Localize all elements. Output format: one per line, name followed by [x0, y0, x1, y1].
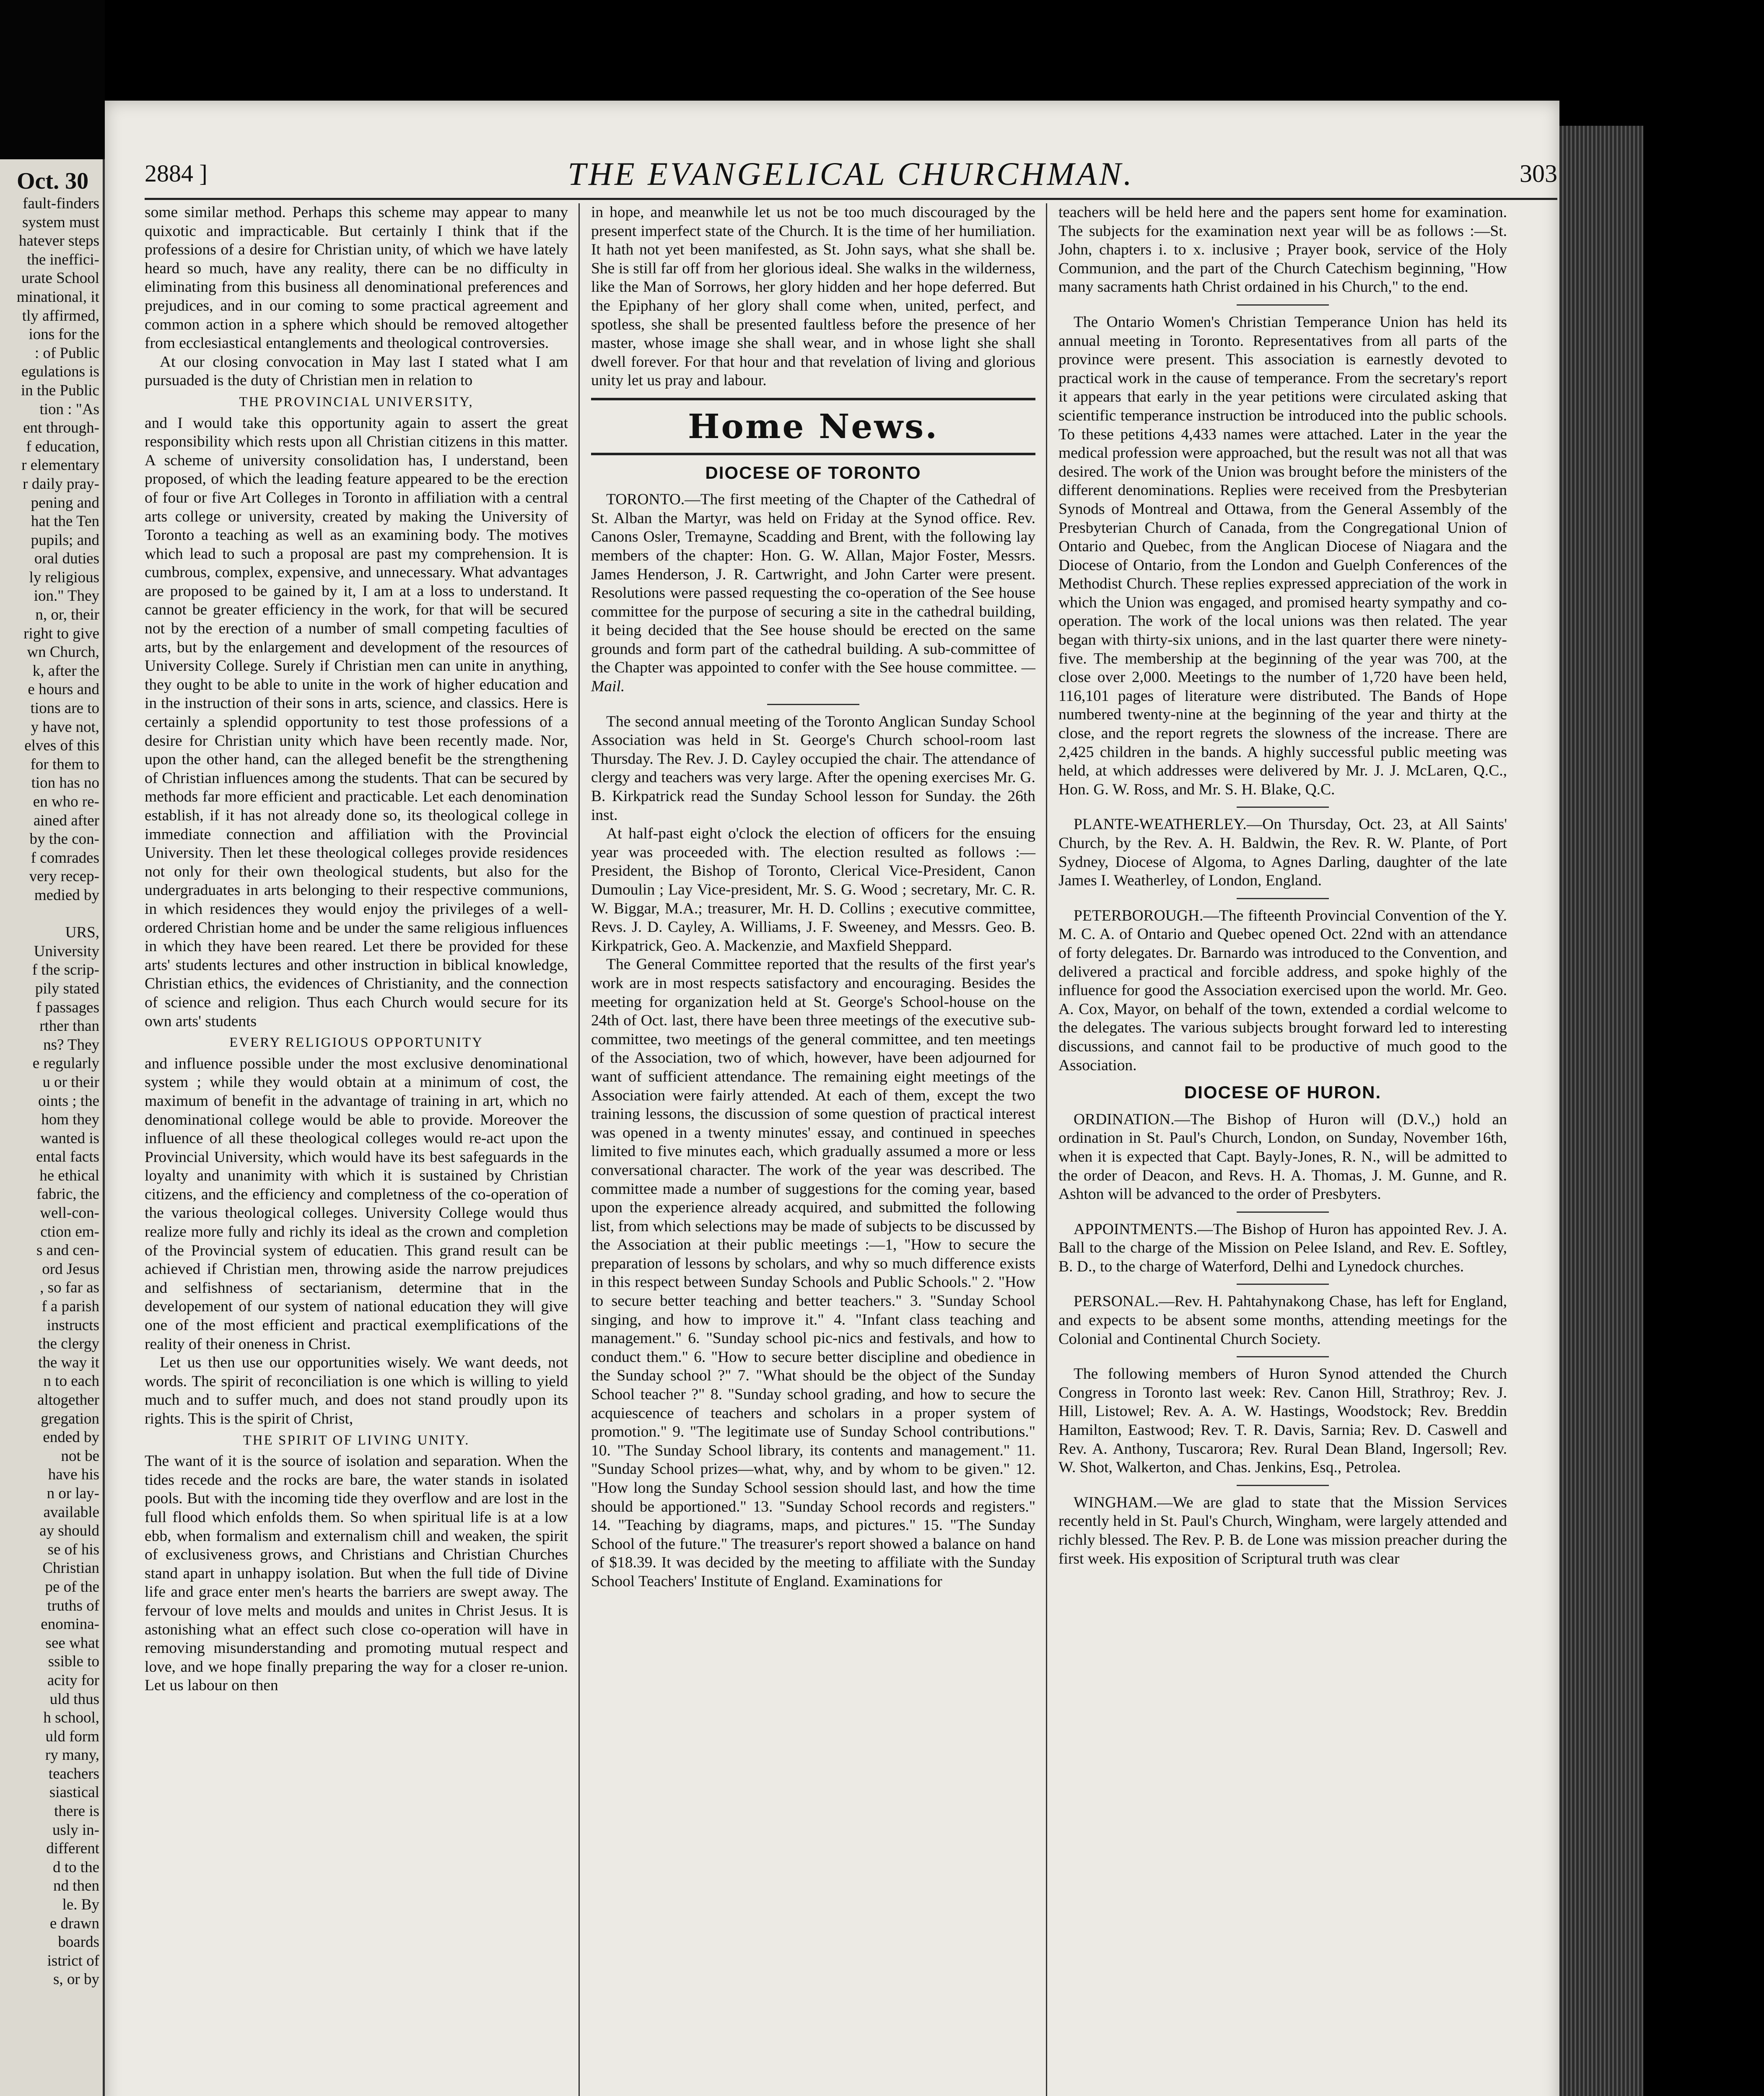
previous-page-line: fault-finders	[23, 195, 99, 212]
paragraph: some similar method. Perhaps this scheme may appear to many quixotic and impracticable. But certainly I think that if the professions of a desire for Christian unity, of which we have lately heard so much, have any reality, there can be no difficulty in eliminating from this business all denominational preferences and prejudices, and in our coming to some practical agreement and common action in a sphere which should be removed altogether from ecclesiastical entanglements and theological controversies.	[145, 204, 568, 352]
previous-page-line: truths of	[47, 1597, 99, 1614]
previous-page-line: by the con-	[29, 830, 99, 848]
previous-page-line: f the scrip-	[32, 961, 99, 979]
paragraph: and I would take this opportunity again to assert the great responsibility which rests upon all Christian citizens in this matter. A scheme of university consolidation has, I understand, been proposed, of which the leading feature appeared to be the erection of four or five Art Colleges in Toronto in affiliation with a central arts college or university, created by making the University of Toronto a teaching as well as an examining body. The motives which lead to such a proposal are past my comprehension. It is cumbrous, complex, expensive, and unnecessary. What advantages are proposed to be gained by it, I am at a loss to understand. It cannot be greater efficiency in the work, for that will be secured not by the erection of a number of small competing faculties of arts, but by the enlargement and development of the resources of University College. Surely if Christian men can unite in anything, they ought to be able to unite in the work of higher education and in the instruction of their sons in arts, science, and classics. Here is certainly a splendid opportunity to test those professions of a desire for Christian unity which have been recently made. Nor, upon the other hand, can the alleged benefit be the strengthening of Christian influences among the students. That can be secured by methods far more efficient and practicable. Let each denomination establish, if it has not already done so, its theological college in immediate connection and affiliation with the Provincial University. Then let these theological colleges provide residences not only for their own theological students, but also for the undergraduates in arts belonging to their respective communions, in which residences they would enjoy the privileges of a well-ordered Christian home and be under the same religious influences in which they have been reared. Let there be provided for these arts' students lectures and other instruction in biblical knowledge, Christian ethics, the evidences of Christianity, and the connection of science and religion. Thus each Church would secure for its own arts' students	[145, 414, 568, 1030]
paragraph-text: —The Bishop of Huron has appointed Rev. J. A. Ball to the charge of the Mission on Pelee Island, and Rev. E. Softley, B. D., to the charge of Waterford, Delhi and Lynedock churches.	[1058, 1220, 1507, 1275]
previous-page-line: not be	[61, 1447, 99, 1465]
paragraph-text: —The fifteenth Provincial Convention of the Y. M. C. A. of Ontario and Quebec opened Oct. 22nd with an attendance of forty delegates. Dr. Barnardo was introduced to the Convention, and delivered a practical and forcible address, and spoke highly of the influence for good the Association exercised upon the world. Mr. Geo. A. Cox, Mayor, on behalf of the town, extended a cordial welcome to the delegates. The various subjects brought forward led to interesting discussions, and cannot fail to be productive of much good to the Association.	[1058, 907, 1507, 1074]
previous-page-line: egulations is	[21, 363, 99, 381]
previous-page-line	[0, 905, 103, 924]
previous-page-line: ssible to	[48, 1653, 99, 1671]
previous-page-line: medied by	[34, 886, 99, 904]
paragraph: The Ontario Women's Christian Temperance Union has held its annual meeting in Toronto. Representatives from all parts of the province were present. This association is earnestly devoted to practical work in the cause of temperance. From the secretary's report it appears that early in the year petitions were circulated asking that scientific temperance instruction be introduced into the public schools. To these petitions 4,433 names were attached. Later in the year the medical profession were approached, but the result was not all that was desired. The work of the Union was brought before the ministers of the different denominations. Replies were received from the Presbyterian Synods of Montreal and Ottawa, from the General Assembly of the Presbyterian Church of Canada, from the Congregational Union of Ontario and Quebec, from the Anglican Diocese of Niagara and the Diocese of Ontario, from the London and Guelph Conferences of the Methodist Church. These replies expressed appreciation of the work in which the Union was engaged, and promised hearty sympathy and co-operation. The work of the local unions was then related. The year began with thirty-six unions, and in the last quarter there were ninety-five. The membership at the beginning of the year was 700, at the close over 2,000. Meetings to the number of 1,720 have been held, 116,101 pages of literature were distributed. The Bands of Hope numbered twenty-nine at the beginning of the year and thirty at the close, and the report regrets the slowness of the increase. There are 2,425 children in the bands. A highly successful public meeting was held, at which addresses were delivered by Mr. J. J. McLaren, Q.C., Hon. G. W. Ross, and Mr. S. H. Blake, Q.C.	[1058, 313, 1507, 798]
previous-page-line: there is	[54, 1803, 99, 1820]
previous-page-line: rther than	[39, 1017, 99, 1035]
column-3	[1058, 203, 1507, 1568]
paragraph: and influence possible under the most exclusive denominational system ; while they would obtain at a minimum of cost, the maximum of benefit in the advantage of training in art, which no denominational college would be able to provide. Moreover the influence of all these theological colleges would re-act upon the Provincial University, which would have its best safeguards in the loyalty and unanimity with which it is sustained by Christian citizens, and the efficiency and completness of the co-operation of the various theological colleges. University College would thus realize more fully and richly its ideal as the crown and completion of the Provincial system of educatien. This grand result can be achieved if Christian men, throwing aside the narrow prejudices and selfishness of sectarianism, determine that in the developement of our system of national education they will give one of the most efficient and practical exemplifications of the reality of their oneness in Christ.	[145, 1055, 568, 1353]
previous-page-line: uld thus	[49, 1690, 99, 1708]
previous-page-line: tion has no	[31, 774, 99, 792]
paragraph: teachers will be held here and the papers sent home for examination. The subjects for the examination next year will be as follows :—St. John, chapters i. to x. inclusive ; Prayer book, service of the Holy Communion, and the part of the Church Catechism beginning, "How many sacraments hath Christ ordained in his Church," to the end.	[1058, 204, 1507, 296]
previous-page-line: pening and	[31, 494, 99, 511]
subheading: THE SPIRIT OF LIVING UNITY.	[243, 1432, 470, 1448]
short-rule	[1237, 304, 1329, 306]
previous-page-line: tly affirmed,	[22, 307, 99, 324]
column-2	[591, 203, 1035, 1591]
previous-page-line: ry many,	[45, 1746, 99, 1764]
previous-page-line: have his	[48, 1466, 99, 1484]
previous-page-line: ion." They	[34, 587, 99, 605]
previous-page-line: right to give	[23, 625, 99, 642]
lead-word: APPOINTMENTS.	[1074, 1220, 1197, 1238]
paragraph: At half-past eight o'clock the election of officers for the ensuing year was proceeded with. The election resulted as follows :—President, the Bishop of Toronto, Clerical Vice-President, Canon Dumoulin ; Lay Vice-president, Mr. S. G. Wood ; secretary, Mr. C. R. W. Biggar, M.A.; treasurer, Mr. H. D. Collins ; executive committee, Revs. J. D. Cayley, A. Williams, J. F. Sweeney, and Messrs. Geo. B. Kirkpatrick, Geo. A. Mackenzie, and Maxfield Sheppard.	[591, 825, 1035, 955]
previous-page-lines	[0, 195, 103, 1989]
previous-page-line: n, or, their	[35, 606, 99, 624]
paragraph: Let us then use our opportunities wisely. We want deeds, not words. The spirit of reconciliation is one which is willing to yield much and to suffer much, and does not stand proudly upon its rights. This is the spirit of Christ,	[145, 1354, 568, 1427]
source-credit: —Mail.	[591, 659, 1035, 695]
previous-page-line: teachers	[48, 1765, 99, 1782]
previous-page-line: se of his	[47, 1541, 99, 1558]
previous-page-line: gregation	[41, 1410, 99, 1427]
book-page-edges	[1559, 126, 1643, 2096]
previous-page-line: f education,	[26, 438, 99, 455]
previous-page-line: nd then	[53, 1877, 99, 1895]
paragraph: The second annual meeting of the Toronto Anglican Sunday School Association was held in St. George's Church school-room last Thursday. The Rev. J. D. Cayley occupied the chair. The attendance of clergy and teachers was very large. After the opening exercises Mr. G. B. Kirkpatrick read the Sunday School lesson for Sunday. the 26th inst.	[591, 713, 1035, 824]
previous-page-line: s and cen-	[36, 1242, 99, 1259]
previous-page-line: hom they	[41, 1111, 99, 1128]
previous-page-line: siastical	[49, 1784, 99, 1801]
column-divider	[1046, 203, 1047, 2096]
header-rule	[145, 198, 1557, 200]
previous-page-line: tion : "As	[39, 400, 99, 418]
previous-page-line: r daily pray-	[23, 475, 99, 493]
lead-word: WINGHAM.	[1074, 1494, 1157, 1511]
previous-page-line: in the Public	[21, 381, 99, 399]
previous-page-line: boards	[58, 1933, 99, 1951]
previous-page-line: f a parish	[42, 1298, 99, 1315]
previous-page-line: pe of the	[45, 1578, 99, 1595]
section-rule	[591, 398, 1035, 400]
previous-page-header: Oct. 30	[17, 168, 89, 194]
previous-page-line: e hours and	[28, 681, 99, 698]
previous-page-line: for them to	[30, 755, 99, 773]
paragraph: in hope, and meanwhile let us not be too much discouraged by the present imperfect state of the Church. It is the time of her humiliation. It hath not yet been manifested, as St. John says, what she shall be. She is still far off from her glorious ideal. She walks in the wilderness, like the Man of Sorrows, her glory hidden and her hope deferred. But the Epiphany of her glory shall come when, united, perfect, and spotless, she shall be presented faultless before the presence of her master, whose image she shall wear, and in whose light she shall dwell forever. For that hour and that revelation of living and glorious unity let us pray and labour.	[591, 204, 1035, 389]
previous-page-line: k, after the	[32, 662, 99, 680]
previous-page-line: usly in-	[52, 1821, 99, 1839]
section-rule	[591, 453, 1035, 455]
masthead-title: THE EVANGELICAL CHURCHMAN.	[568, 156, 1134, 192]
diocese-heading: DIOCESE OF TORONTO	[705, 462, 921, 482]
section-title: Home News.	[687, 406, 939, 446]
short-rule	[1237, 1284, 1329, 1285]
previous-page-line: the way it	[38, 1354, 99, 1371]
previous-page-line: acity for	[47, 1671, 99, 1689]
column-divider	[578, 203, 580, 2096]
previous-page-line: wanted is	[40, 1129, 99, 1147]
lead-word: PERSONAL.	[1074, 1293, 1159, 1310]
previous-page-line: ained after	[33, 812, 99, 829]
previous-page-line: e regularly	[32, 1055, 99, 1072]
previous-page-fragment	[0, 159, 105, 2096]
previous-page-line: system must	[22, 213, 99, 231]
previous-page-line: different	[46, 1840, 99, 1857]
previous-page-line: : of Public	[34, 344, 99, 362]
previous-page-line: ly religious	[29, 568, 99, 586]
page-header	[145, 155, 1557, 193]
previous-page-line: s, or by	[53, 1971, 99, 1988]
previous-page-line: the ineffici-	[27, 251, 99, 268]
newspaper-page	[105, 101, 1559, 2096]
previous-page-line: tions are to	[30, 700, 99, 717]
short-rule	[1237, 1211, 1329, 1213]
subheading: THE PROVINCIAL UNIVERSITY,	[239, 394, 474, 410]
page-year: 2884 ]	[145, 160, 208, 187]
previous-page-line: see what	[45, 1634, 99, 1652]
previous-page-line: r elementary	[21, 457, 99, 474]
previous-page-line: n to each	[43, 1372, 99, 1390]
previous-page-line: enomina-	[41, 1616, 99, 1633]
previous-page-line: wn Church,	[27, 643, 99, 661]
previous-page-line: minational, it	[16, 288, 99, 306]
lead-word: ORDINATION.	[1074, 1110, 1175, 1128]
previous-page-line: available	[43, 1503, 99, 1521]
previous-page-line: ns? They	[43, 1036, 99, 1053]
paragraph-text: —The first meeting of the Chapter of the Cathedral of St. Alban the Martyr, was held on Friday at the Synod office. Rev. Canons Osler, Tremayne, Scadding and Brent, with the following lay members of the chapter: Hon. G. W. Allan, Major Foster, Messrs. James Henderson, J. R. Cartwright, and John Carter were present. Resolutions were passed requesting the co-operation of the See house committee for the purpose of securing a site in the cathedral building, it being decided that the See house should be erected on the same grounds and form part of the cathedral building. A sub-committee of the Chapter was appointed to confer with the See house committee.	[591, 491, 1035, 677]
previous-page-line: oral duties	[34, 550, 99, 568]
diocese-heading: DIOCESE OF HURON.	[1184, 1082, 1382, 1102]
previous-page-line: d to the	[53, 1858, 99, 1876]
previous-page-line: pupils; and	[31, 531, 99, 549]
previous-page-line: University	[34, 942, 99, 960]
previous-page-line: f comrades	[31, 849, 99, 866]
previous-page-line: pily stated	[35, 980, 99, 997]
subheading: EVERY RELIGIOUS OPPORTUNITY	[229, 1035, 483, 1051]
short-rule	[767, 704, 859, 705]
paragraph: At our closing convocation in May last I stated what I am pursuaded is the duty of Christian men in relation to	[145, 353, 568, 389]
previous-page-line: u or their	[42, 1073, 99, 1091]
short-rule	[1237, 807, 1329, 808]
previous-page-line: very recep-	[29, 868, 99, 885]
previous-page-line: ental facts	[36, 1148, 99, 1166]
previous-page-line: uld form	[45, 1728, 99, 1745]
previous-page-line: altogether	[37, 1391, 99, 1409]
previous-page-line: elves of this	[24, 737, 99, 755]
previous-page-line: ay should	[39, 1522, 99, 1540]
previous-page-line: en who re-	[33, 793, 99, 810]
paragraph-text: —We are glad to state that the Mission Services recently held in St. Paul's Church, Wingham, were largely attended and richly blessed. The Rev. P. B. de Lone was mission preacher during the first week. His exposition of Scriptural truth was clear	[1058, 1494, 1507, 1567]
page-number: 303	[1520, 160, 1557, 187]
paragraph-text: —The Bishop of Huron will (D.V.,) hold an ordination in St. Paul's Church, London, on Sunday, November 16th, when it is expected that Capt. Bayly-Jones, R. N., will be admitted to the order of Deacon, and Revs. H. A. Thomas, J. M. Gunne, and R. Ashton will be advanced to the order of Presbyters.	[1058, 1110, 1507, 1203]
previous-page-line: Christian	[42, 1559, 99, 1577]
paragraph: The following members of Huron Synod attended the Church Congress in Toronto last week: Rev. Canon Hill, Strathroy; Rev. J. Hill, Listowel; Rev. A. A. W. Hastings, Woodstock; Rev. Breddin Hamilton, Eastwood; Rev. T. R. Davis, Sarnia; Rev. D. Caswell and Rev. A. Anthony, Tuscarora; Rev. Rural Dean Bland, Ingersoll; Rev. W. Shot, Walkerton, and Chas. Jenkins, Esq., Petrolea.	[1058, 1365, 1507, 1476]
previous-page-line: h school,	[43, 1709, 99, 1727]
previous-page-line: fabric, the	[36, 1185, 99, 1203]
previous-page-line: well-con-	[40, 1204, 99, 1222]
previous-page-line: n or lay-	[47, 1484, 99, 1502]
previous-page-line: hat the Ten	[31, 513, 99, 530]
previous-page-line: instructs	[47, 1316, 99, 1334]
short-rule	[1237, 1356, 1329, 1357]
paragraph: The General Committee reported that the results of the first year's work are in most respects satisfactory and encouraging. Besides the meeting for organization held at St. George's School-house on the 24th of Oct. last, there have been three meetings of the executive sub-committee, two meetings of the general committee, and ten meetings of the Association, two of which, however, have been adjourned for want of sufficient attendance. The remaining eight meetings of the Association were fairly attended. At each of them, except the two training lessons, the discussion of some question of practical interest was opened in a twenty minutes' essay, and continued in speeches limited to five minutes each, which gradually assumed a more or less conversational character. The work of the year was described. The committee made a number of suggestions for the coming year, based upon the experience already acquired, and submitted the following list, from which selections may be made of subjects to be discussed by the Association at their public meetings :—1, "How to secure the preparation of lessons by scholars, and why so much difference exists in this respect between Sunday Schools and Public Schools." 2. "How to secure better teaching and better teachers." 3. "Sunday School singing, and how to improve it." 4. "Infant class teaching and management." 6. "Sunday school pic-nics and festivals, and how to conduct them." 6. "How to secure better discipline and obedience in the Sunday school ?" 7. "What should be the object of the Sunday School teacher ?" 8. "Sunday school grading, and how to secure the acquiescence of teachers and scholars in a proper system of promotion." 9. "The legitimate use of Sunday School contributions." 10. "The Sunday School library, its contents and management." 11. "Sunday School prizes—what, why, and by whom to be given." 12. "How long the Sunday School session should last, and how the time should be apportioned." 13. "Sunday School records and registers." 14. "Teaching by diagrams, maps, and pictures." 15. "The Sunday School of the future." The treasurer's report showed a balance on hand of $18.39. It was decided by the meeting to affiliate with the Sunday School Teachers' Institute of England. Examinations for	[591, 956, 1035, 1590]
paragraph-text: —On Thursday, Oct. 23, at All Saints' Church, by the Rev. A. H. Baldwin, the Rev. R. W. Plante, of Port Sydney, Diocese of Algoma, to Agnes Darling, daughter of the late James I. Weatherley, of London, England.	[1058, 816, 1507, 890]
previous-page-line: URS,	[65, 924, 99, 942]
previous-page-line: the clergy	[38, 1335, 99, 1353]
previous-page-line: y have not,	[31, 718, 99, 736]
previous-page-line: ent through-	[23, 419, 99, 437]
lead-word: TORONTO.	[606, 491, 685, 508]
paragraph: The want of it is the source of isolation and separation. When the tides recede and the rocks are bare, the water stands in isolated pools. But with the incoming tide they overflow and are lost in the full flood which enfolds them. So when spiritual life is at a low ebb, when formalism and externalism chill and weaken, the spirit of exclusiveness grows, and Christians and Christian Churches stand apart in unhappy isolation. But when the full tide of Divine life and grace enter men's hearts the barriers are swept away. The fervour of love melts and moulds and unites in Christ Jesus. It is astonishing what an effect such close co-operation will have in removing misunderstanding and promoting mutual respect and love, and we hope finally preparing the way for a closer re-union. Let us labour on then	[145, 1453, 568, 1694]
previous-page-line: istrict of	[47, 1952, 99, 1969]
paragraph-text: —Rev. H. Pahtahynakong Chase, has left for England, and expects to be absent some months, attending meetings for the Colonial and Continental Church Society.	[1058, 1293, 1507, 1348]
previous-page-line: oints ; the	[38, 1092, 99, 1110]
previous-page-line: ction em-	[40, 1223, 99, 1240]
previous-page-line: ended by	[43, 1429, 99, 1446]
short-rule	[1237, 898, 1329, 899]
short-rule	[1237, 1485, 1329, 1486]
previous-page-line: ord Jesus	[42, 1260, 99, 1278]
previous-page-line: e drawn	[49, 1914, 99, 1932]
previous-page-line: ions for the	[29, 326, 99, 343]
previous-page-line: urate School	[21, 270, 99, 287]
previous-page-line: le. By	[62, 1896, 99, 1914]
lead-word: PETERBOROUGH.	[1074, 907, 1204, 924]
previous-page-line: hatever steps	[18, 232, 99, 250]
previous-page-line: , so far as	[40, 1279, 99, 1297]
column-1	[145, 203, 568, 1695]
previous-page-line: he ethical	[39, 1167, 99, 1184]
previous-page-line: f passages	[36, 999, 99, 1016]
lead-word: PLANTE-WEATHERLEY.	[1074, 816, 1247, 833]
